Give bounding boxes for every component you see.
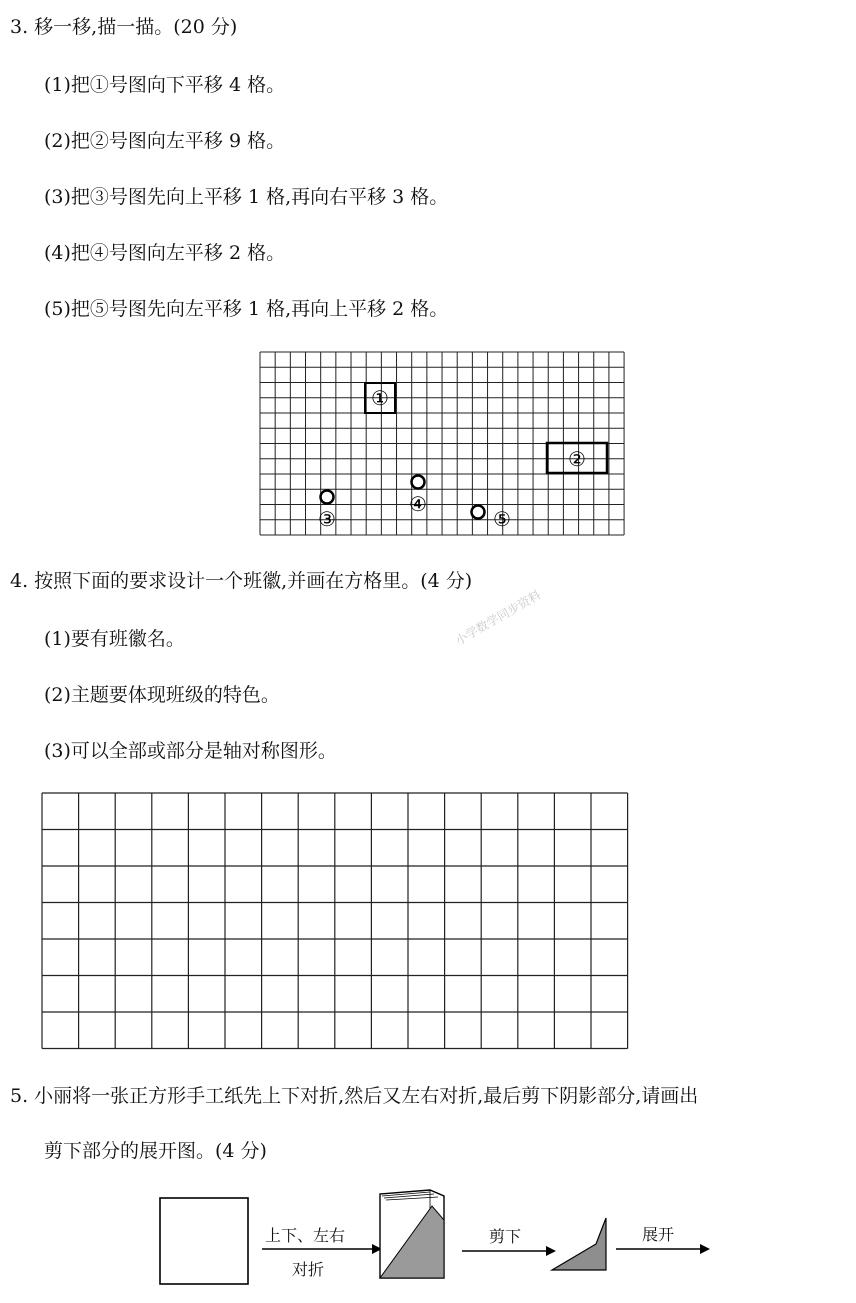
step1-label-bottom: 对折 xyxy=(292,1260,325,1279)
q4-title: 4. 按照下面的要求设计一个班徽,并画在方格里。(4 分) xyxy=(10,570,473,592)
shape-3-label: ③ xyxy=(318,507,336,531)
q3-item-3: (3)把③号图先向上平移 1 格,再向右平移 3 格。 xyxy=(44,186,449,208)
shape-3-circle xyxy=(321,491,334,504)
watermark: 小学数学同步资料 xyxy=(453,587,544,648)
arrow-3-head xyxy=(700,1244,710,1254)
shape-4-circle xyxy=(412,476,425,489)
cut-piece xyxy=(552,1218,606,1270)
square-paper xyxy=(160,1198,248,1284)
step1-label-top: 上下、左右 xyxy=(265,1226,346,1245)
q3-item-1: (1)把①号图向下平移 4 格。 xyxy=(44,74,286,96)
design-grid xyxy=(42,793,628,1049)
q3-item-5: (5)把⑤号图先向左平移 1 格,再向上平移 2 格。 xyxy=(44,298,449,320)
shape-2-label: ② xyxy=(568,447,586,471)
shape-5-circle xyxy=(472,506,485,519)
q4-item-1: (1)要有班徽名。 xyxy=(44,628,185,650)
arrow-2-head xyxy=(546,1246,556,1256)
q5-title-line1: 5. 小丽将一张正方形手工纸先上下对折,然后又左右对折,最后剪下阴影部分,请画出 xyxy=(10,1085,699,1107)
q3-item-4: (4)把④号图向左平移 2 格。 xyxy=(44,242,286,264)
shape-1-label: ① xyxy=(371,386,389,410)
folded-paper xyxy=(380,1190,444,1278)
q3-title: 3. 移一移,描一描。(20 分) xyxy=(10,16,238,38)
q4-item-2: (2)主题要体现班级的特色。 xyxy=(44,684,280,706)
q3-item-2: (2)把②号图向左平移 9 格。 xyxy=(44,130,286,152)
step2-label: 剪下 xyxy=(489,1227,522,1246)
q5-title-line2: 剪下部分的展开图。(4 分) xyxy=(44,1140,267,1162)
q4-item-3: (3)可以全部或部分是轴对称图形。 xyxy=(44,740,337,762)
shape-4-label: ④ xyxy=(409,492,427,516)
shape-5-label: ⑤ xyxy=(493,507,511,531)
step3-label: 展开 xyxy=(642,1225,675,1244)
